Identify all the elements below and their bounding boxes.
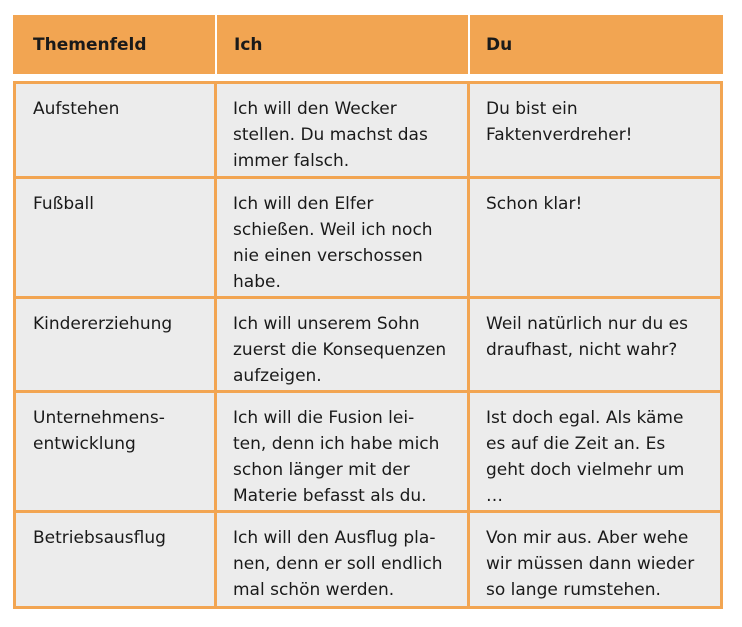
cell-themenfeld: Fußball (16, 179, 214, 296)
header-du: Du (486, 34, 513, 55)
table-body (13, 81, 723, 609)
cell-du: Von mir aus. Aber wehe wir müssen dann wieder so lange rumstehen. (470, 513, 720, 606)
header-ich: Ich (234, 34, 263, 55)
cell-du: Schon klar! (470, 179, 720, 296)
cell-ich: Ich will unserem Sohn zuerst die Konsequenzen aufzeigen. (217, 299, 467, 390)
cell-ich: Ich will den Wecker stellen. Du machst das immer falsch. (217, 84, 467, 176)
cell-du: Weil natürlich nur du es draufhast, nicht wahr? (470, 299, 720, 390)
header-divider (468, 15, 470, 74)
header-themenfeld: Themenfeld (33, 34, 147, 55)
header-divider (215, 15, 217, 74)
cell-themenfeld: Aufstehen (16, 84, 214, 176)
cell-du: Ist doch egal. Als käme es auf die Zeit an. Es geht doch vielmehr um … (470, 393, 720, 510)
cell-ich: Ich will den Elfer schießen. Weil ich noch nie einen verschossen habe. (217, 179, 467, 296)
cell-themenfeld: Unternehmens- entwicklung (16, 393, 214, 510)
cell-ich: Ich will den Ausflug pla- nen, denn er soll endlich mal schön werden. (217, 513, 467, 606)
cell-themenfeld: Betriebsausflug (16, 513, 214, 606)
table-header (13, 15, 723, 74)
cell-ich: Ich will die Fusion lei- ten, denn ich habe mich schon länger mit der Materie befasst als du. (217, 393, 467, 510)
cell-themenfeld: Kindererziehung (16, 299, 214, 390)
cell-du: Du bist ein Faktenverdreher! (470, 84, 720, 176)
